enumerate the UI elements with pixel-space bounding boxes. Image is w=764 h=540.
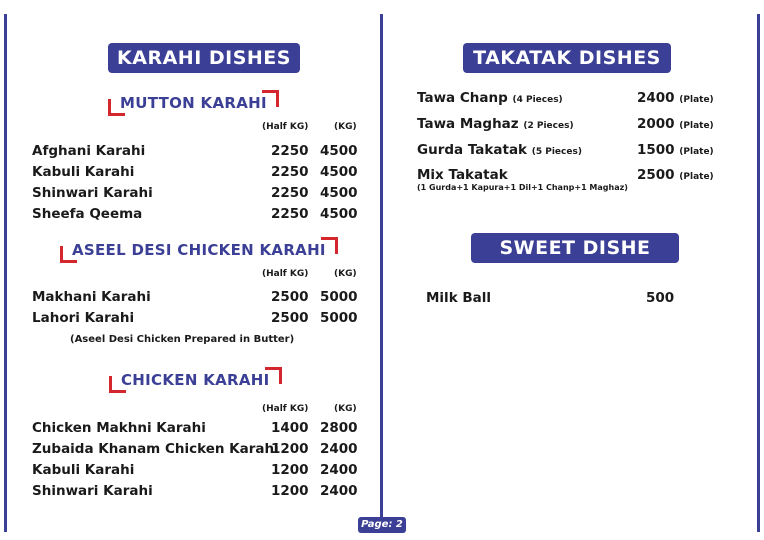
menu-item-half-price: 1200 bbox=[271, 483, 309, 499]
price-value: 2000 bbox=[637, 116, 675, 132]
menu-item-price bbox=[637, 167, 714, 183]
chicken-karahi-heading: CHICKEN KARAHI bbox=[109, 371, 282, 389]
item-label: Tawa Chanp bbox=[417, 90, 508, 106]
menu-item-full-price: 4500 bbox=[320, 206, 358, 222]
price-value: 2500 bbox=[637, 167, 675, 183]
menu-item-full-price: 5000 bbox=[320, 289, 358, 305]
aseel-half-kg-header: (Half KG) bbox=[262, 269, 309, 279]
price-unit: (Plate) bbox=[679, 172, 714, 182]
price-unit: (Plate) bbox=[679, 121, 714, 131]
mutton-kg-header: (KG) bbox=[334, 122, 357, 132]
mix-takatak-note: (1 Gurda+1 Kapura+1 Dil+1 Chanp+1 Maghaz) bbox=[417, 183, 628, 192]
menu-item-price bbox=[637, 116, 714, 132]
price-unit: (Plate) bbox=[679, 95, 714, 105]
menu-item-half-price: 2500 bbox=[271, 310, 309, 326]
menu-item-name: Makhani Karahi bbox=[32, 289, 151, 305]
menu-item-half-price: 1400 bbox=[271, 420, 309, 436]
menu-item-full-price: 2400 bbox=[320, 483, 358, 499]
menu-item-name: Kabuli Karahi bbox=[32, 462, 135, 478]
menu-item-full-price: 4500 bbox=[320, 143, 358, 159]
menu-item-name: Shinwari Karahi bbox=[32, 185, 153, 201]
item-label: Gurda Takatak bbox=[417, 142, 528, 158]
menu-item-price: 500 bbox=[646, 290, 675, 306]
chicken-kg-header: (KG) bbox=[334, 404, 357, 414]
aseel-butter-note: (Aseel Desi Chicken Prepared in Butter) bbox=[70, 334, 295, 345]
menu-item-half-price: 1200 bbox=[271, 462, 309, 478]
menu-item-half-price: 2250 bbox=[271, 143, 309, 159]
item-qty: (2 Pieces) bbox=[523, 121, 574, 131]
menu-item-name: Milk Ball bbox=[426, 290, 492, 306]
item-label: Tawa Maghaz bbox=[417, 116, 519, 132]
menu-item-name: Lahori Karahi bbox=[32, 310, 135, 326]
menu-item-half-price: 2500 bbox=[271, 289, 309, 305]
menu-item-full-price: 4500 bbox=[320, 185, 358, 201]
menu-item-full-price: 2400 bbox=[320, 441, 358, 457]
menu-item-name: Kabuli Karahi bbox=[32, 164, 135, 180]
karahi-dishes-banner: KARAHI DISHES bbox=[108, 43, 300, 73]
menu-item-price bbox=[637, 90, 714, 106]
aseel-kg-header: (KG) bbox=[334, 269, 357, 279]
menu-item-name: Shinwari Karahi bbox=[32, 483, 153, 499]
menu-item-half-price: 2250 bbox=[271, 185, 309, 201]
chicken-half-kg-header: (Half KG) bbox=[262, 404, 309, 414]
left-border-line bbox=[4, 14, 7, 532]
menu-item-full-price: 2800 bbox=[320, 420, 358, 436]
center-divider-line bbox=[380, 14, 383, 532]
price-value: 2400 bbox=[637, 90, 675, 106]
menu-item-name bbox=[417, 142, 582, 158]
takatak-dishes-banner: TAKATAK DISHES bbox=[463, 43, 671, 73]
menu-item-name bbox=[417, 90, 563, 106]
menu-item-name: Chicken Makhni Karahi bbox=[32, 420, 206, 436]
menu-item-half-price: 2250 bbox=[271, 206, 309, 222]
menu-item-name bbox=[417, 116, 574, 132]
menu-item-full-price: 2400 bbox=[320, 462, 358, 478]
menu-item-half-price: 1200 bbox=[271, 441, 309, 457]
item-qty: (5 Pieces) bbox=[531, 147, 582, 157]
price-value: 1500 bbox=[637, 142, 675, 158]
mutton-half-kg-header: (Half KG) bbox=[262, 122, 309, 132]
mutton-karahi-heading: MUTTON KARAHI bbox=[108, 94, 279, 112]
aseel-desi-chicken-heading: ASEEL DESI CHICKEN KARAHI bbox=[60, 241, 338, 259]
menu-item-name: Afghani Karahi bbox=[32, 143, 146, 159]
menu-item-full-price: 5000 bbox=[320, 310, 358, 326]
menu-item-full-price: 4500 bbox=[320, 164, 358, 180]
menu-item-name: Sheefa Qeema bbox=[32, 206, 143, 222]
menu-item-half-price: 2250 bbox=[271, 164, 309, 180]
page-number-badge: Page: 2 bbox=[358, 517, 406, 533]
menu-item-price bbox=[637, 142, 714, 158]
price-unit: (Plate) bbox=[679, 147, 714, 157]
right-border-line bbox=[757, 14, 760, 532]
menu-item-name: Mix Takatak bbox=[417, 167, 508, 183]
item-qty: (4 Pieces) bbox=[512, 95, 563, 105]
sweet-dishe-banner: SWEET DISHE bbox=[471, 233, 679, 263]
menu-item-name: Zubaida Khanam Chicken Karahi bbox=[32, 441, 279, 457]
